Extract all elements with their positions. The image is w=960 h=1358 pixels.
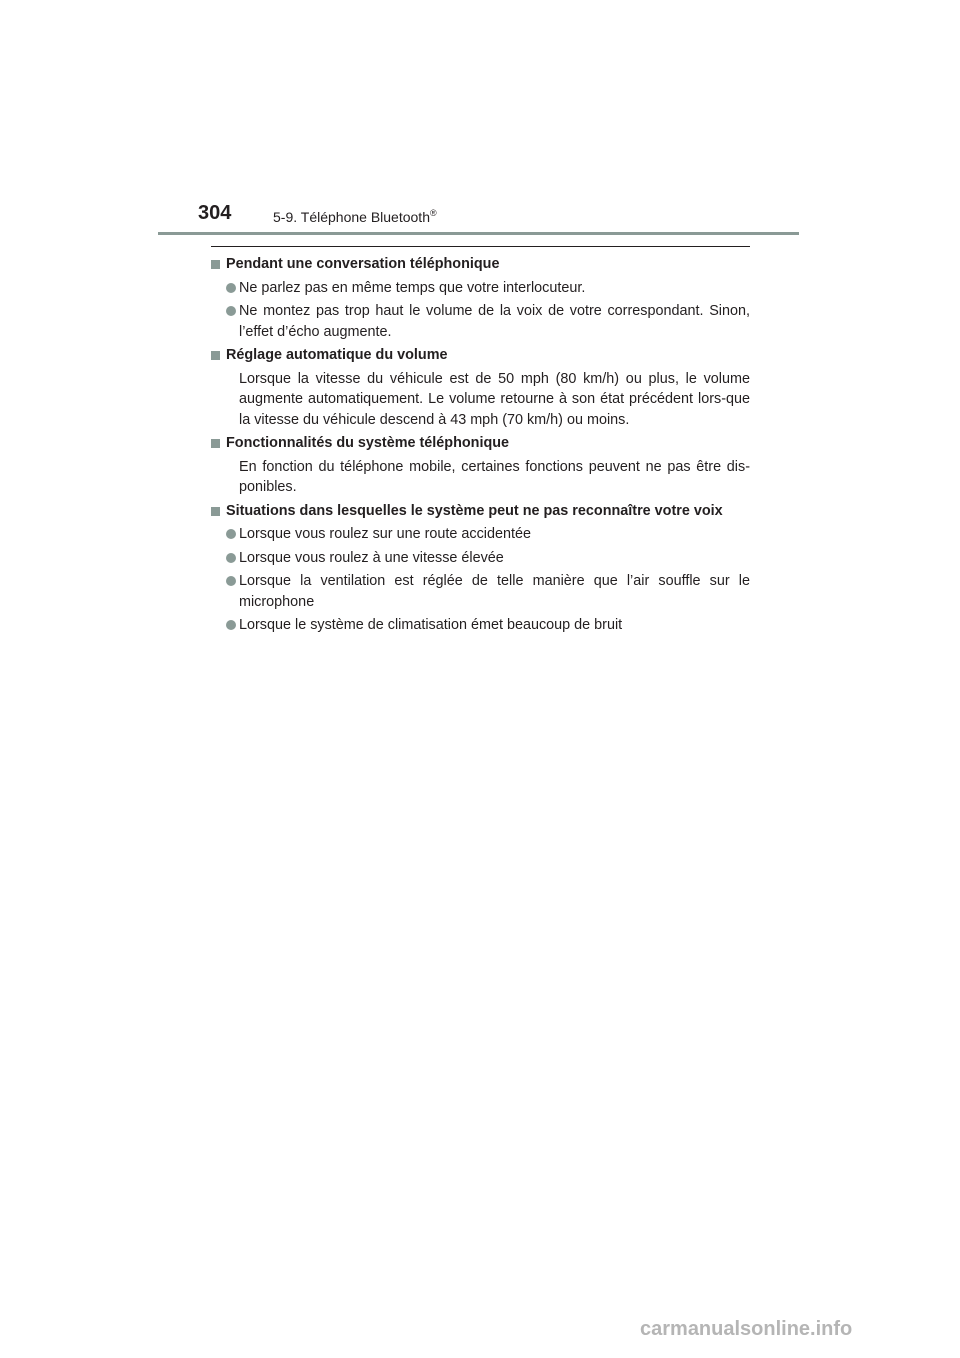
square-bullet-icon	[211, 351, 220, 360]
content-rule	[211, 246, 750, 247]
section-heading	[211, 345, 750, 366]
list-item-text: Lorsque vous roulez à une vitesse élevée	[239, 549, 504, 566]
list-item	[211, 278, 750, 299]
list-item-text: Ne montez pas trop haut le volume de la voix de votre correspondant. Sinon, l’effet d’écho augmente.	[239, 303, 750, 340]
section-heading	[211, 501, 750, 522]
square-bullet-icon	[211, 439, 220, 448]
list-item-text: Lorsque le système de climatisation émet beaucoup de bruit	[239, 617, 623, 633]
header-rule	[158, 232, 799, 235]
list-item-text: Ne parlez pas en même temps que votre interlocuteur.	[239, 279, 586, 296]
section-heading	[211, 254, 750, 275]
round-bullet-icon	[226, 306, 236, 316]
section-title	[273, 208, 437, 225]
section-title-text: 5-9. Téléphone Bluetooth	[273, 209, 430, 225]
list-item	[211, 524, 750, 545]
heading-text: Fonctionnalités du système téléphonique	[226, 435, 510, 451]
page-number: 304	[198, 202, 232, 224]
content-body	[211, 254, 750, 639]
heading-text: Réglage automatique du volume	[226, 347, 448, 363]
list-item	[211, 548, 750, 569]
round-bullet-icon	[226, 529, 236, 539]
round-bullet-icon	[226, 553, 236, 563]
section-heading	[211, 433, 750, 454]
paragraph: Lorsque la vitesse du véhicule est de 50 mph (80 km/h) ou plus, le volume augmente automatiquement. Le volume retourne à son état précédent lors-que la vitesse du véhicule descend à 43 mph (70 km/h) ou moins.	[239, 370, 750, 428]
list-item	[211, 301, 750, 342]
list-item-text: Lorsque vous roulez sur une route accidentée	[239, 526, 531, 542]
paragraph: En fonction du téléphone mobile, certaines fonctions peuvent ne pas être dis-ponibles.	[239, 458, 750, 495]
list-item	[211, 571, 750, 612]
watermark: carmanualsonline.info	[640, 1318, 853, 1340]
heading-text: Situations dans lesquelles le système peut ne pas reconnaître votre voix	[226, 502, 723, 519]
list-item-text: Lorsque la ventilation est réglée de telle manière que l’air souffle sur le microphone	[239, 573, 750, 610]
square-bullet-icon	[211, 507, 220, 516]
heading-text: Pendant une conversation téléphonique	[226, 256, 500, 272]
square-bullet-icon	[211, 260, 220, 269]
round-bullet-icon	[226, 576, 236, 586]
round-bullet-icon	[226, 620, 236, 630]
registered-mark: ®	[429, 208, 437, 218]
round-bullet-icon	[226, 283, 236, 293]
list-item	[211, 615, 750, 636]
